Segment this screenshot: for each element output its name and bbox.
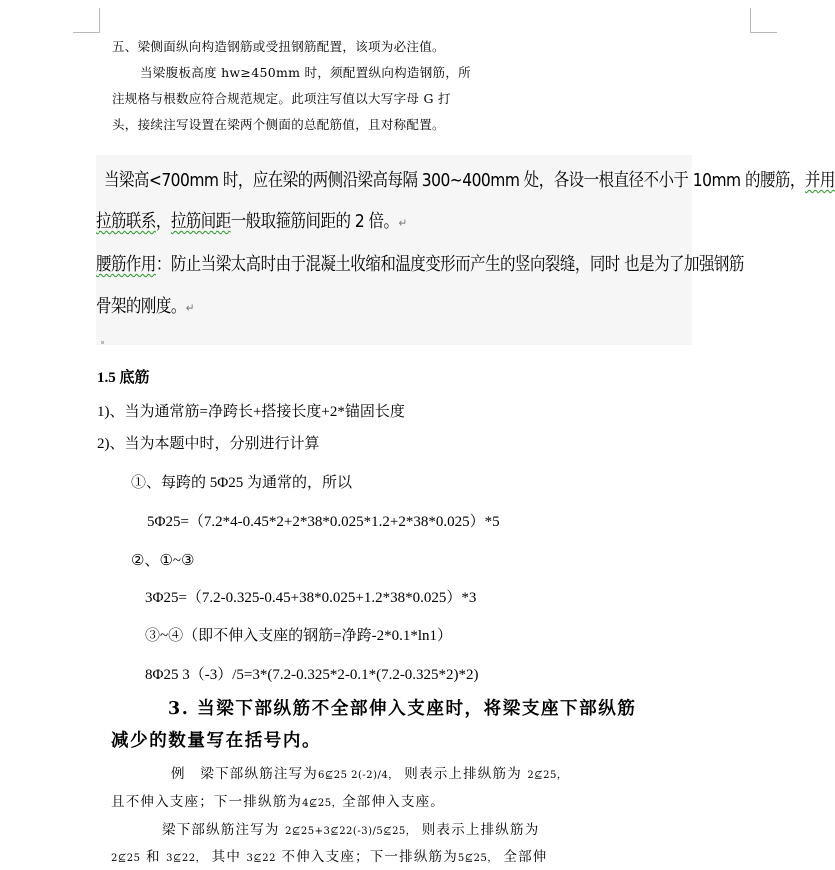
sub-item: ①、每跨的 5Φ25 为通常的，所以 [131, 475, 352, 491]
formula: 8Φ25 3（-3）/5=3*(7.2-0.325*2-0.1*(7.2-0.325*2)*2) [145, 667, 479, 683]
image3-line: 3. 当梁下部纵筋不全部伸入支座时，将梁支座下部纵筋 [168, 699, 637, 719]
embedded-image-waist-bar-note [96, 155, 835, 345]
image1-line: 注规格与根数应符合规范规定。此项注写值以大写字母 G 打 [112, 91, 451, 106]
sub-item: ③~④（即不伸入支座的钢筋=净跨-2*0.1*ln1） [145, 628, 452, 644]
list-item: 2)、当为本题中时，分别进行计算 [97, 436, 320, 452]
image3-line: 例 梁下部纵筋注写为6⊈25 2(-2)/4， 则表示上排纵筋为 2⊈25， [171, 766, 568, 782]
image2-line: 腰筋作用：防止当梁太高时由于混凝土收缩和温度变形而产生的竖向裂缝，同时 也是为了加强钢筋 [96, 254, 744, 275]
image2-line: 骨架的刚度。↵ [96, 296, 194, 317]
image3-line: 2⊈25 和 3⊈22， 其中 3⊈22 不伸入支座；下一排纵筋为5⊈25， 全部伸 [111, 849, 548, 865]
image3-line: 减少的数量写在括号内。 [111, 731, 322, 751]
page-corner-mark-top-left [73, 8, 100, 33]
image1-line: 头，接续注写设置在梁两个侧面的总配筋值，且对称配置。 [112, 117, 445, 132]
image2-line: 当梁高<700mm 时，应在梁的两侧沿梁高每隔 300~400mm 处，各设一根直径不小于 10mm 的腰筋，并用 [104, 170, 835, 191]
image3-line: 且不伸入支座；下一排纵筋为4⊈25，全部伸入支座。 [111, 794, 445, 810]
formula: 3Φ25=（7.2-0.325-0.45+38*0.025+1.2*38*0.025）*3 [145, 590, 477, 606]
image3-line: 梁下部纵筋注写为 2⊈25+3⊈22(-3)/5⊈25， 则表示上排纵筋为 [162, 822, 540, 838]
page-corner-mark-top-right [750, 8, 777, 33]
anchor-mark [101, 341, 104, 344]
formula: 5Φ25=（7.2*4-0.45*2+2*38*0.025*1.2+2*38*0.025）*5 [147, 514, 500, 530]
image2-line: 拉筋联系，拉筋间距一般取箍筋间距的 2 倍。↵ [96, 211, 407, 232]
embedded-image-beam-side-rebar [112, 34, 494, 138]
sub-item: ②、①~③ [131, 553, 195, 569]
image1-line: 当梁腹板高度 hw≥450mm 时，须配置纵向构造钢筋，所 [140, 65, 471, 80]
list-item: 1)、当为通常筋=净跨长+搭接长度+2*锚固长度 [97, 404, 405, 420]
section-heading: 1.5 底筋 [97, 370, 150, 386]
image1-line: 五、梁侧面纵向构造钢筋或受扭钢筋配置，该项为必注值。 [112, 39, 445, 54]
